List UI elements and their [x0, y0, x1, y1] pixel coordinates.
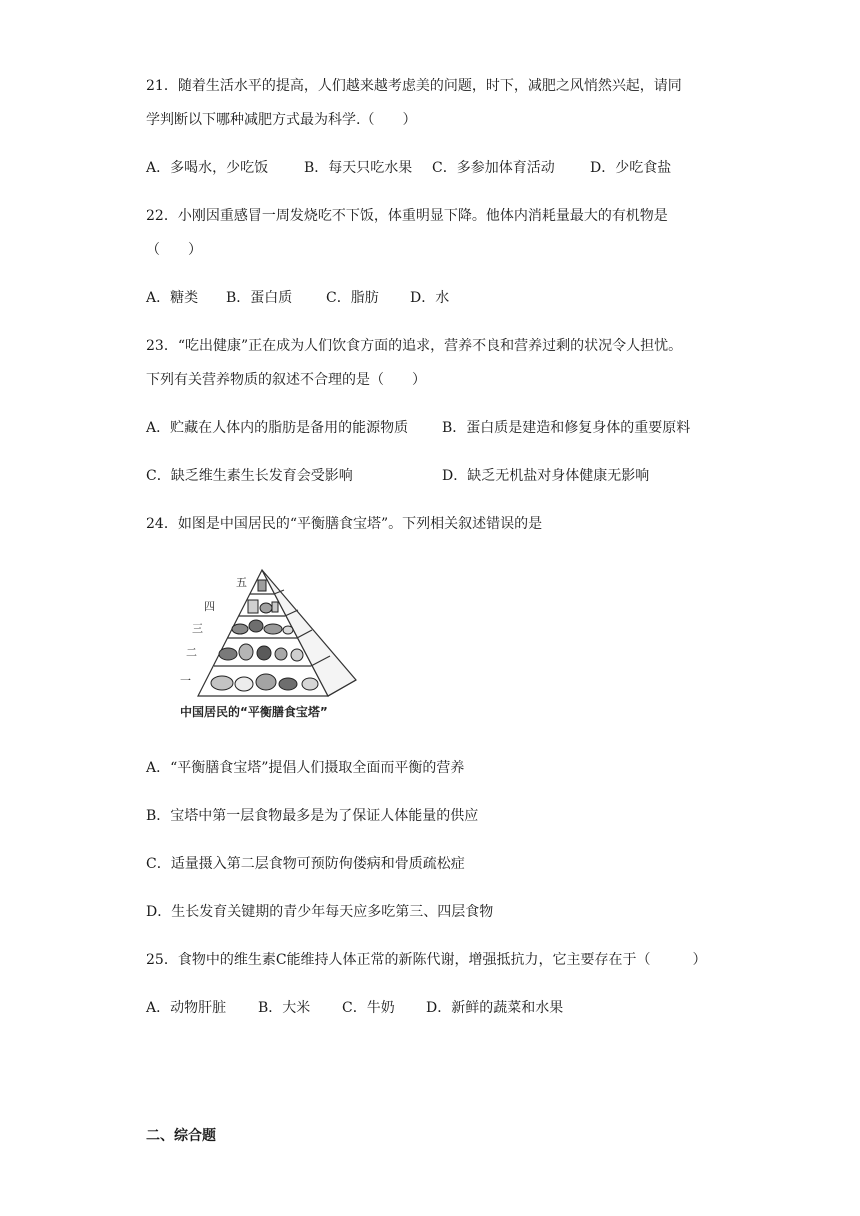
q22-option-b[interactable]: B．蛋白质: [226, 290, 293, 306]
figure-caption: 中国居民的“平衡膳食宝塔”: [180, 705, 328, 719]
q23-stem-line1: 23．“吃出健康”正在成为人们饮食方面的追求，营养不良和营养过剩的状况令人担忧。: [146, 338, 683, 354]
q25-option-a[interactable]: A．动物肝脏: [146, 1000, 227, 1016]
level-label-4: 四: [204, 600, 215, 613]
section-title: 二、综合题: [146, 1128, 216, 1144]
q22-stem-line2: （ ）: [146, 242, 202, 258]
q24-stem: 24．如图是中国居民的“平衡膳食宝塔”。下列相关叙述错误的是: [146, 516, 543, 532]
q24-option-b[interactable]: B．宝塔中第一层食物最多是为了保证人体能量的供应: [146, 808, 479, 824]
q24-option-c[interactable]: C．适量摄入第二层食物可预防佝偻病和骨质疏松症: [146, 856, 465, 872]
q21-option-c[interactable]: C．多参加体育活动: [432, 160, 555, 176]
q21-options: [146, 158, 671, 178]
q22-option-c[interactable]: C．脂肪: [326, 290, 379, 306]
level-label-5: 五: [236, 576, 247, 589]
q23-stem-line2: 下列有关营养物质的叙述不合理的是（ ）: [146, 372, 426, 388]
q24-option-a[interactable]: A．“平衡膳食宝塔”提倡人们摄取全面而平衡的营养: [146, 760, 465, 776]
food-pyramid-figure: [178, 566, 378, 722]
q24-option-d[interactable]: D．生长发育关键期的青少年每天应多吃第三、四层食物: [146, 904, 494, 920]
q23-option-d[interactable]: D．缺乏无机盐对身体健康无影响: [442, 468, 650, 484]
q25-option-b[interactable]: B．大米: [258, 1000, 311, 1016]
q25-options: [146, 998, 563, 1018]
q21-stem-line1: 21．随着生活水平的提高，人们越来越考虑美的问题，时下，减肥之风悄然兴起，请同: [146, 78, 682, 94]
q23-options-row2: [146, 466, 649, 486]
q21-option-b[interactable]: B．每天只吃水果: [304, 160, 413, 176]
q22-stem-line1: 22．小刚因重感冒一周发烧吃不下饭，体重明显下降。他体内消耗量最大的有机物是: [146, 208, 668, 224]
q25-option-c[interactable]: C．牛奶: [342, 1000, 395, 1016]
q22-option-d[interactable]: D．水: [410, 290, 450, 306]
q21-stem-line2: 学判断以下哪种减肥方式最为科学.（ ）: [146, 112, 417, 128]
q21-option-d[interactable]: D．少吃食盐: [590, 160, 672, 176]
q22-options: [146, 288, 449, 308]
level-label-3: 三: [192, 622, 203, 635]
level-label-1: 一: [180, 674, 191, 687]
q21-option-a[interactable]: A．多喝水，少吃饭: [146, 160, 269, 176]
q23-option-b[interactable]: B．蛋白质是建造和修复身体的重要原料: [442, 420, 691, 436]
q23-options-row1: [146, 418, 690, 438]
q22-option-a[interactable]: A．糖类: [146, 290, 199, 306]
q25-option-d[interactable]: D．新鲜的蔬菜和水果: [426, 1000, 564, 1016]
level-label-2: 二: [186, 646, 197, 659]
q23-option-c[interactable]: C．缺乏维生素生长发育会受影响: [146, 468, 353, 484]
q23-option-a[interactable]: A．贮藏在人体内的脂肪是备用的能源物质: [146, 420, 409, 436]
q25-stem: 25．食物中的维生素C能维持人体正常的新陈代谢，增强抵抗力，它主要存在于（ ）: [146, 952, 707, 968]
